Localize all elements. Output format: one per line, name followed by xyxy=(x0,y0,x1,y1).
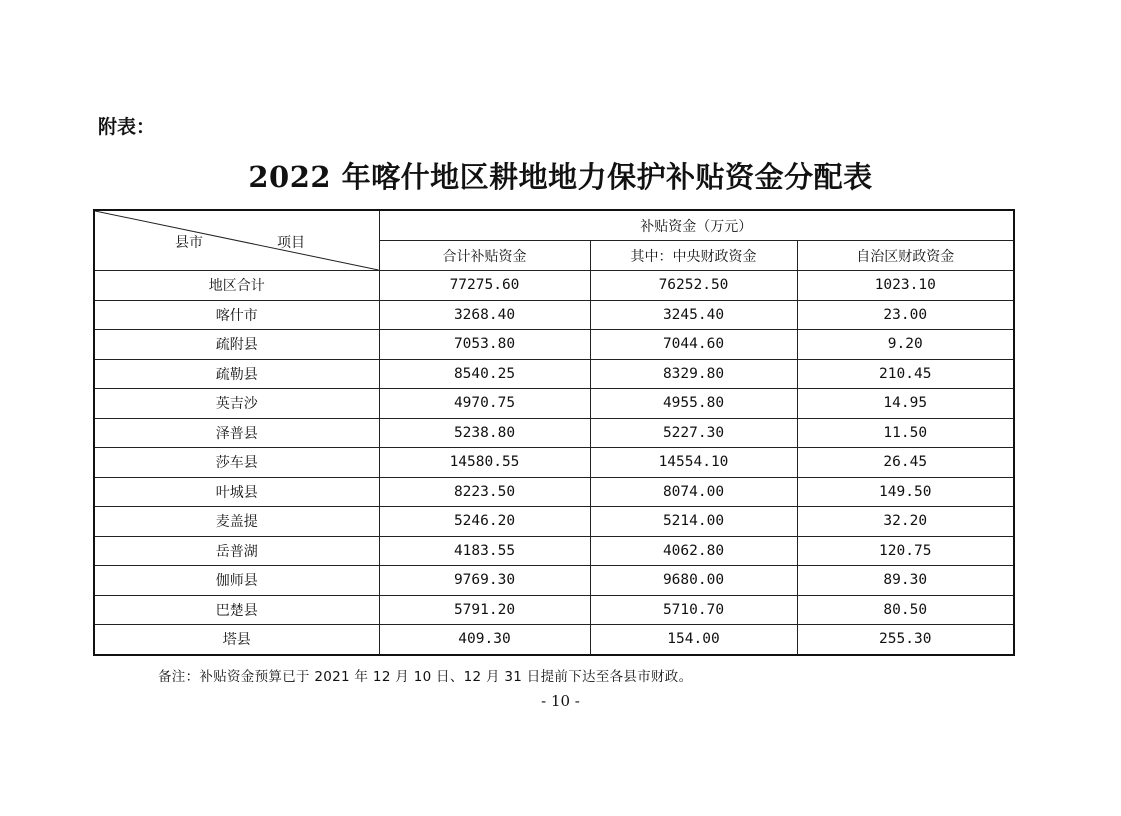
region-cell: 120.75 xyxy=(797,536,1014,566)
central-cell: 154.00 xyxy=(590,625,797,655)
table-row xyxy=(94,507,1014,537)
footnote: 备注：补贴资金预算已于 2021 年 12 月 10 日、12 月 31 日提前下达至各县市财政。 xyxy=(158,669,693,685)
central-cell: 76252.50 xyxy=(590,271,797,301)
total-cell: 5791.20 xyxy=(379,595,590,625)
table-row xyxy=(94,271,1014,301)
table-row xyxy=(94,595,1014,625)
central-cell: 7044.60 xyxy=(590,330,797,360)
region-cell: 1023.10 xyxy=(797,271,1014,301)
region-cell: 89.30 xyxy=(797,566,1014,596)
corner-diagonal-line xyxy=(95,211,379,270)
row-name-cell: 岳普湖 xyxy=(94,536,379,566)
page-title: 2022 年喀什地区耕地地力保护补贴资金分配表 xyxy=(248,160,873,194)
total-cell: 5246.20 xyxy=(379,507,590,537)
total-cell: 9769.30 xyxy=(379,566,590,596)
table-row xyxy=(94,359,1014,389)
row-name-cell: 疏勒县 xyxy=(94,359,379,389)
table-row xyxy=(94,330,1014,360)
allocation-table-wrapper xyxy=(93,209,1015,656)
central-cell: 5710.70 xyxy=(590,595,797,625)
row-name-cell: 英吉沙 xyxy=(94,389,379,419)
central-cell: 4062.80 xyxy=(590,536,797,566)
table-row xyxy=(94,418,1014,448)
row-name-cell: 泽普县 xyxy=(94,418,379,448)
corner-label-item: 项目 xyxy=(277,235,305,251)
region-cell: 14.95 xyxy=(797,389,1014,419)
corner-header-cell xyxy=(94,210,379,271)
region-cell: 11.50 xyxy=(797,418,1014,448)
total-cell: 3268.40 xyxy=(379,300,590,330)
total-cell: 4970.75 xyxy=(379,389,590,419)
region-cell: 255.30 xyxy=(797,625,1014,655)
row-name-cell: 喀什市 xyxy=(94,300,379,330)
table-row xyxy=(94,389,1014,419)
table-row xyxy=(94,625,1014,655)
total-cell: 7053.80 xyxy=(379,330,590,360)
total-cell: 77275.60 xyxy=(379,271,590,301)
region-cell: 149.50 xyxy=(797,477,1014,507)
region-cell: 80.50 xyxy=(797,595,1014,625)
region-cell: 32.20 xyxy=(797,507,1014,537)
total-cell: 14580.55 xyxy=(379,448,590,478)
row-name-cell: 地区合计 xyxy=(94,271,379,301)
row-name-cell: 伽师县 xyxy=(94,566,379,596)
row-name-cell: 疏附县 xyxy=(94,330,379,360)
column-header-total: 合计补贴资金 xyxy=(379,241,590,271)
central-cell: 14554.10 xyxy=(590,448,797,478)
column-header-region: 自治区财政资金 xyxy=(797,241,1014,271)
total-cell: 409.30 xyxy=(379,625,590,655)
central-cell: 3245.40 xyxy=(590,300,797,330)
region-cell: 9.20 xyxy=(797,330,1014,360)
allocation-table xyxy=(93,209,1015,656)
header-row-group xyxy=(94,210,1014,241)
table-row xyxy=(94,477,1014,507)
total-cell: 8223.50 xyxy=(379,477,590,507)
region-cell: 26.45 xyxy=(797,448,1014,478)
row-name-cell: 莎车县 xyxy=(94,448,379,478)
table-row xyxy=(94,300,1014,330)
row-name-cell: 叶城县 xyxy=(94,477,379,507)
region-cell: 23.00 xyxy=(797,300,1014,330)
row-name-cell: 麦盖提 xyxy=(94,507,379,537)
corner-label-county: 县市 xyxy=(175,235,203,251)
central-cell: 8074.00 xyxy=(590,477,797,507)
table-row xyxy=(94,536,1014,566)
attachment-label: 附表： xyxy=(98,116,156,138)
group-header-subsidy: 补贴资金（万元） xyxy=(379,210,1014,241)
central-cell: 4955.80 xyxy=(590,389,797,419)
central-cell: 8329.80 xyxy=(590,359,797,389)
table-row xyxy=(94,448,1014,478)
column-header-central: 其中：中央财政资金 xyxy=(590,241,797,271)
central-cell: 5227.30 xyxy=(590,418,797,448)
page-number: - 10 - xyxy=(541,692,580,710)
central-cell: 5214.00 xyxy=(590,507,797,537)
central-cell: 9680.00 xyxy=(590,566,797,596)
region-cell: 210.45 xyxy=(797,359,1014,389)
total-cell: 5238.80 xyxy=(379,418,590,448)
total-cell: 4183.55 xyxy=(379,536,590,566)
table-row xyxy=(94,566,1014,596)
row-name-cell: 巴楚县 xyxy=(94,595,379,625)
row-name-cell: 塔县 xyxy=(94,625,379,655)
total-cell: 8540.25 xyxy=(379,359,590,389)
